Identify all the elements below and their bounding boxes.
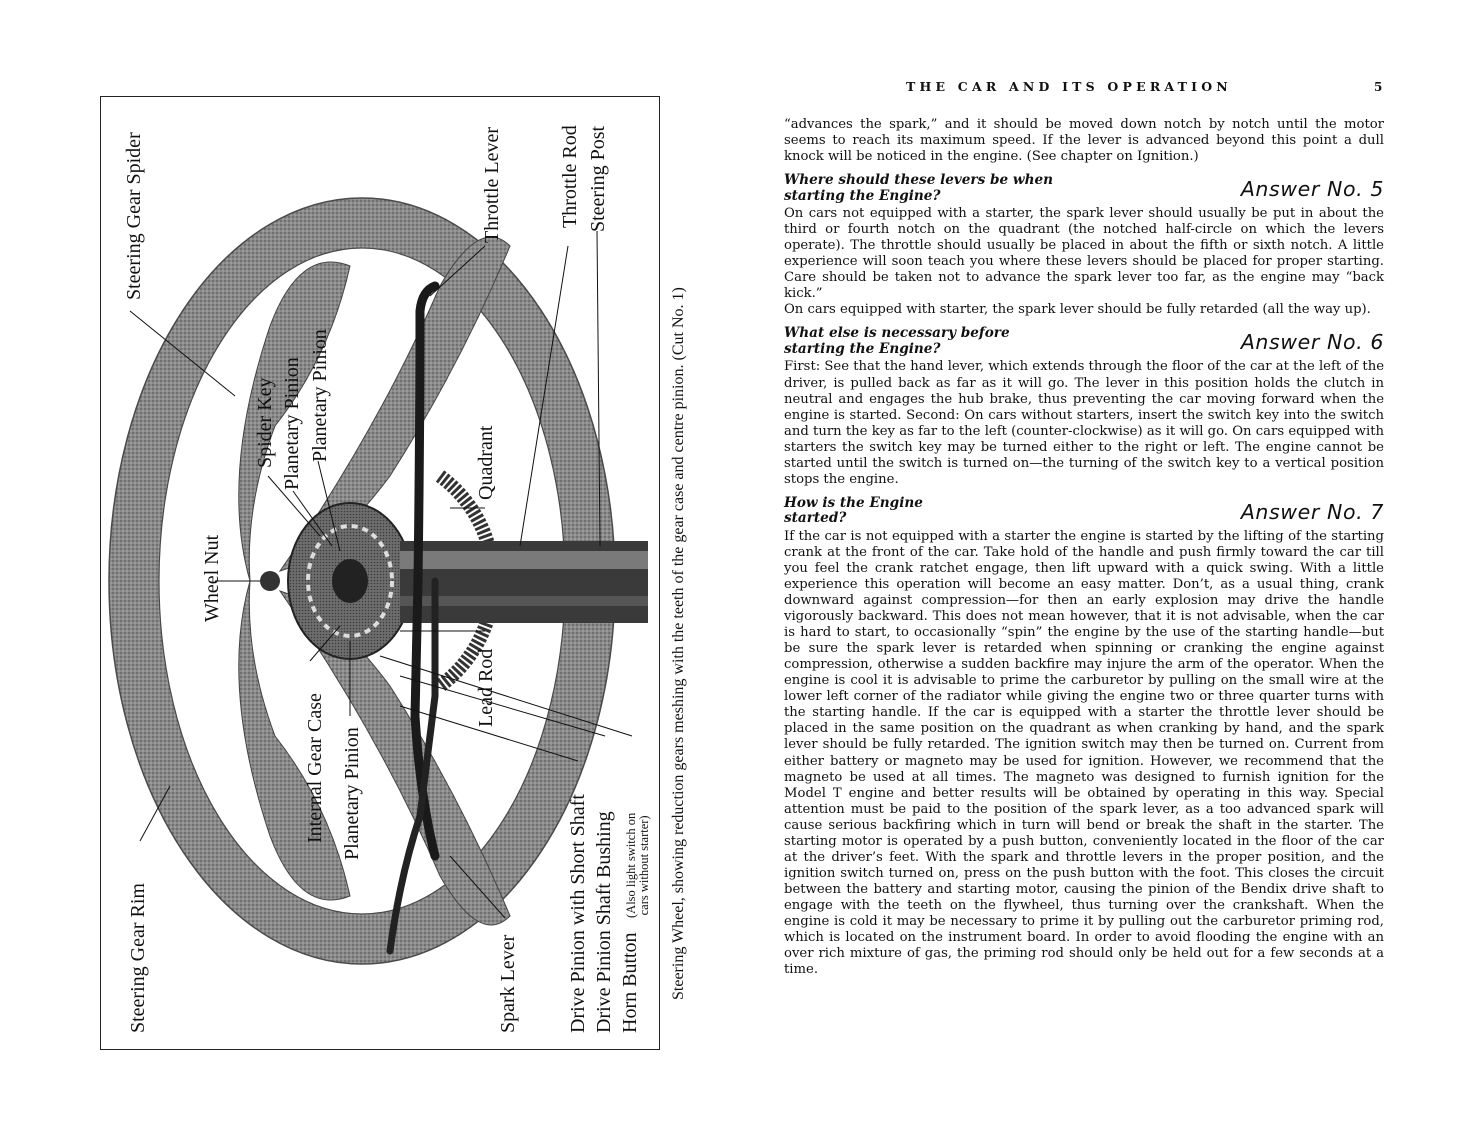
label-planetary-pinion-b: Planetary Pinion: [309, 329, 331, 462]
answer-5-label: Answer No. 5: [1240, 177, 1384, 202]
question-5: [784, 173, 1384, 206]
label-planetary-pinion-a: Planetary Pinion: [281, 357, 303, 490]
label-planetary-pinion-c: Planetary Pinion: [341, 727, 363, 860]
horn-note-line-1: (Also light switch on: [624, 812, 638, 918]
page-number: 5: [1374, 80, 1383, 94]
label-throttle-rod: Throttle Rod: [559, 125, 581, 228]
label-internal-gear-case: Internal Gear Case: [304, 693, 326, 843]
label-steering-gear-spider: Steering Gear Spider: [123, 132, 145, 300]
answer-6-paragraph-1: First: See that the hand lever, which extends through the floor of the car at the left of the driver, is pulled back as far as it will go. The lever in this position holds the clutch in neutral and engages the hub brake, thus preventing the car moving forward when the engine is started. Second: On cars without starters, insert the switch key into the switch and turn the key as far to the left (counter-clockwise) as it will go. On cars equipped with starters the switch key may be turned either to the right or left. The engine cannot be started until the switch is turned on—the turning of the switch key to a vertical position stops the engine.: [784, 359, 1384, 487]
question-6: [784, 326, 1384, 359]
question-6-text: What else is necessary before starting the Engine?: [784, 325, 1010, 357]
label-quadrant: Quadrant: [475, 425, 497, 500]
horn-note-line-2: cars without starter): [637, 815, 652, 916]
question-7-text: How is the Engine started?: [784, 494, 923, 527]
label-spark-lever: Spark Lever: [497, 934, 519, 1033]
label-wheel-nut: Wheel Nut: [201, 534, 223, 622]
answer-7-paragraph-1: If the car is not equipped with a starter the engine is started by the lifting of the starting crank at the front of the car. Take hold of the handle and push firmly toward the car till you feel the crank ratchet engage, then lift upward with a quick swing. With a little experience this operation will become an easy matter. Don’t, as a usual thing, crank downward against compression—for then an early explosion may drive the handle vigorously backward. This does not mean however, that it is not advisable, when the car is hard to start, to occasionally “spin” the engine by the use of the starting handle—but be sure the spark lever is retarded when spinning or cranking the engine against compression, otherwise a sudden backfire may injure the arm of the operator. When the engine is cool it is advisable to prime the carburetor by pulling on the small wire at the lower left corner of the radiator while giving the engine two or three quarter turns with the starting handle. If the car is equipped with a starter the throttle lever should be placed in the same position on the quadrant as when cranking by hand, and the spark lever should be fully retarded. The ignition switch may then be turned on. Current from either battery or magneto may be used for ignition. However, we recommend that the magneto be used at all times. The magneto was designed to furnish ignition for the Model T engine and better results will be obtained by operating in this way. Special attention must be paid to the position of the spark lever, as a too advanced spark will cause serious backfiring which in turn will bend or break the shaft in the starter. The starting motor is operated by a push button, conveniently located in the floor of the car at the driver’s feet. With the spark and throttle levers in the proper position, and the ignition switch turned on, press on the push button with the foot. This closes the circuit between the battery and starting motor, causing the pinion of the Bendix drive shaft to engage with the teeth on the flywheel, thus turning over the crankshaft. When the engine is cold it may be necessary to prime it by pulling out the carburetor priming rod, which is located on the instrument board. In order to avoid flooding the engine with an over rich mixture of gas, the priming rod should only be held out for a few seconds at a time.: [784, 528, 1384, 978]
question-5-text: Where should these levers be when starting the Engine?: [784, 172, 1053, 204]
running-head: THE CAR AND ITS OPERATION: [906, 79, 1232, 94]
answer-7-label: Answer No. 7: [1240, 499, 1384, 524]
label-lead-rod: Lead Rod: [475, 648, 497, 727]
label-steering-post: Steering Post: [587, 125, 609, 232]
answer-6-label: Answer No. 6: [1240, 330, 1384, 355]
figure-caption: Steering Wheel, showing reduction gears meshing with the teeth of the gear case and centre pinion. (Cut No. 1): [670, 287, 687, 1000]
label-horn-button: Horn Button: [619, 932, 641, 1033]
answer-5-paragraph-1: On cars not equipped with a starter, the spark lever should usually be put in about the third or fourth notch on the quadrant (the notched half-circle on which the levers operate). The throttle should usually be placed in about the fifth or sixth notch. A little experience will soon teach you where these levers should be placed for proper starting. Care should be taken not to advance the spark lever too far, as the engine may “back kick.”: [784, 206, 1384, 302]
label-drive-pinion-short-shaft: Drive Pinion with Short Shaft: [567, 794, 589, 1033]
answer-5-paragraph-2: On cars equipped with starter, the spark lever should be fully retarded (all the way up).: [784, 302, 1371, 318]
label-drive-pinion-shaft-bushing: Drive Pinion Shaft Bushing: [593, 811, 615, 1033]
text-column: [784, 117, 1384, 978]
label-horn-note: [625, 813, 651, 918]
label-steering-gear-rim: Steering Gear Rim: [127, 883, 149, 1033]
label-spider-key: Spider Key: [254, 377, 276, 468]
question-7: [784, 496, 1384, 529]
intro-paragraph: “advances the spark,” and it should be moved down notch by notch until the motor seems to reach its maximum speed. If the lever is advanced beyond this point a dull knock will be noticed in the engine. (See chapter on Ignition.): [784, 117, 1384, 165]
label-throttle-lever: Throttle Lever: [481, 126, 503, 243]
